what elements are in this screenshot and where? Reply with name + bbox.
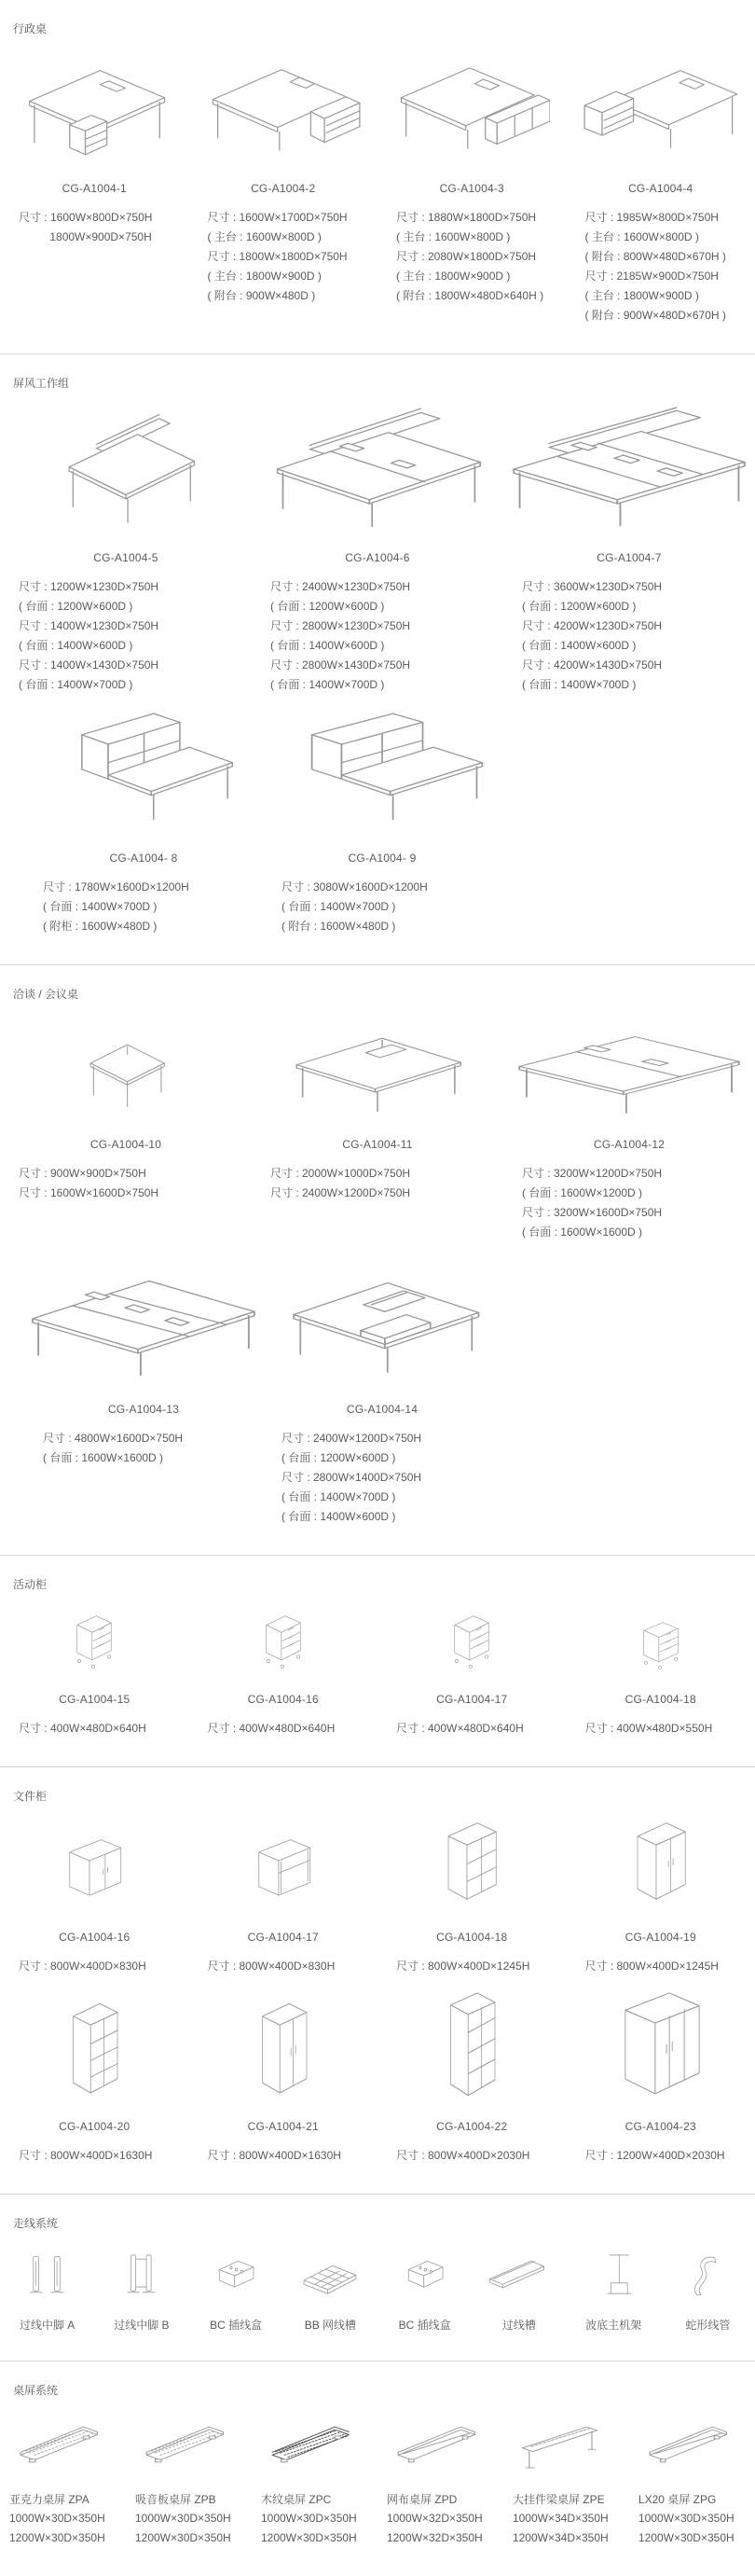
mobile-pedestal-icon [54, 1607, 134, 1676]
spec-line: 1000W×30D×350H [9, 2509, 120, 2528]
product-card [0, 2246, 94, 2333]
cable-tray-drawing [477, 2246, 560, 2306]
product-specs [257, 577, 498, 695]
product-card [567, 1819, 755, 1976]
product-code: CG-A1004-17 [195, 1931, 373, 1944]
panel-beam-drawing [509, 2413, 624, 2476]
product-name: 亚克力桌屏 ZPA [6, 2491, 120, 2507]
mid-cabinet-glass-drawing [383, 1819, 561, 1914]
spec-line: 尺寸 : 400W×480D×550H [585, 1719, 750, 1738]
section-title: 文件柜 [0, 1788, 755, 1804]
product-name: BB 网线槽 [289, 2317, 372, 2333]
product-code: CG-A1004-3 [383, 182, 561, 195]
spec-line: 尺寸 : 800W×400D×1630H [19, 2146, 184, 2166]
product-specs [509, 1164, 749, 1242]
panel-beam-icon [514, 2413, 618, 2476]
conference-table-drawing [257, 1017, 498, 1121]
product-card [378, 1607, 567, 1738]
workstation-hutch-drawing [30, 710, 257, 835]
product-card [0, 1991, 189, 2166]
product-name: 过线中脚 A [6, 2317, 89, 2333]
product-card [189, 51, 378, 325]
spec-line: ( 附台 : 800W×480D×670H ) [585, 247, 750, 267]
spec-line: 尺寸 : 1400W×1230D×750H [19, 616, 246, 636]
cable-leg-b-drawing [100, 2246, 183, 2306]
product-name: LX20 桌屏 ZPG [635, 2491, 749, 2507]
mid-cabinet-doors-icon [614, 1819, 707, 1914]
workstation-double-icon [269, 406, 486, 534]
product-name: 蛇形线管 [666, 2317, 749, 2333]
low-cabinet-open-icon [237, 1834, 330, 1914]
mobile-pedestal-icon [432, 1607, 512, 1676]
spec-line: 尺寸 : 2185W×900D×750H [585, 267, 750, 286]
low-cabinet-open-drawing [195, 1819, 373, 1914]
product-card [283, 2246, 378, 2333]
product-name: 木纹桌屏 ZPC [257, 2491, 372, 2507]
product-card [0, 1819, 189, 1976]
cable-basket-drawing [289, 2246, 372, 2306]
spec-line: 尺寸 : 1400W×1430D×750H [19, 656, 246, 675]
section-screen-workstations [0, 354, 755, 964]
spec-line: 尺寸 : 400W×480D×640H [396, 1719, 561, 1738]
product-specs [6, 1164, 246, 1203]
spec-line: 1200W×30D×350H [638, 2528, 749, 2548]
product-card [263, 1257, 501, 1527]
section-title: 走线系统 [0, 2215, 755, 2231]
desk-with-side-cabinet-drawing [572, 51, 750, 165]
product-name: 波底主机架 [572, 2317, 655, 2333]
spec-line: ( 台面 : 1200W×600D ) [281, 1448, 496, 1468]
panel-fabric-drawing [383, 2413, 498, 2476]
spec-line: ( 台面 : 1600W×1200D ) [522, 1184, 749, 1203]
product-specs [268, 878, 496, 936]
product-code: CG-A1004-10 [6, 1138, 246, 1151]
spec-line: ( 台面 : 1200W×600D ) [522, 597, 749, 616]
product-code: CG-A1004-12 [509, 1138, 749, 1151]
spec-line: 尺寸 : 800W×400D×2030H [396, 2146, 561, 2166]
product-card [24, 710, 263, 936]
product-specs [30, 1429, 257, 1468]
spec-line: ( 台面 : 1400W×700D ) [43, 897, 257, 917]
product-card [252, 1017, 503, 1242]
product-card [503, 2413, 629, 2548]
product-specs [383, 208, 561, 306]
panel-fabric-icon [388, 2413, 492, 2476]
spec-line: ( 台面 : 1400W×700D ) [19, 675, 246, 695]
product-name: BC 插线盒 [195, 2317, 278, 2333]
spec-line: ( 主台 : 1800W×900D ) [585, 286, 750, 306]
section-meeting-tables [0, 965, 755, 1555]
product-code: CG-A1004- 8 [30, 852, 257, 865]
spec-line: 1800W×900D×750H [19, 228, 184, 247]
workstation-triple-icon [511, 406, 748, 534]
product-code: CG-A1004-11 [257, 1138, 498, 1151]
product-row [0, 2246, 755, 2333]
spec-line: 尺寸 : 1200W×400D×2030H [585, 2146, 750, 2166]
section-desk-screens [0, 2361, 755, 2576]
spec-line: 尺寸 : 900W×900D×750H [19, 1164, 246, 1184]
xtall-cabinet-glass-icon [425, 1991, 518, 2103]
product-card [472, 2246, 566, 2333]
product-card [378, 1819, 567, 1976]
product-name: 过线槽 [477, 2317, 560, 2333]
spec-line: ( 台面 : 1400W×600D ) [19, 636, 246, 656]
section-cable-management [0, 2195, 755, 2361]
section-executive-desks [0, 0, 755, 353]
product-card [0, 2413, 126, 2548]
panel-acoustic-icon [136, 2413, 240, 2476]
product-specs [572, 1719, 750, 1738]
product-row [0, 2413, 755, 2548]
spec-line: 尺寸 : 3200W×1200D×750H [522, 1164, 749, 1184]
product-card [94, 2246, 188, 2333]
spec-line: 1200W×30D×350H [261, 2528, 372, 2548]
product-name: 吸音板桌屏 ZPB [131, 2491, 246, 2507]
spec-line: 1000W×32D×350H [387, 2509, 498, 2528]
xtall-cabinet-wide-icon [604, 1991, 718, 2103]
spec-line: 尺寸 : 2400W×1230D×750H [270, 577, 498, 597]
tall-cabinet-doors-drawing [195, 1991, 373, 2103]
product-code: CG-A1004-2 [195, 182, 373, 195]
product-code: CG-A1004-15 [6, 1693, 184, 1706]
product-card [189, 1607, 378, 1738]
spec-line: 尺寸 : 3200W×1600D×750H [522, 1203, 749, 1223]
product-specs [268, 1429, 496, 1527]
spec-line: ( 附台 : 1600W×480D ) [281, 917, 496, 936]
cpu-hanger-icon [578, 2246, 649, 2306]
product-specs [6, 208, 184, 247]
cable-basket-icon [295, 2246, 365, 2306]
spec-line: 尺寸 : 400W×480D×640H [19, 1719, 184, 1738]
product-specs [257, 2509, 372, 2548]
xtall-cabinet-glass-drawing [383, 1991, 561, 2103]
product-card [0, 51, 189, 325]
section-title: 行政桌 [0, 21, 755, 36]
l-shaped-desk-drawing [195, 51, 373, 165]
socket-box-2-icon [390, 2246, 460, 2306]
product-card [24, 1257, 263, 1527]
product-specs [195, 208, 373, 306]
product-row [0, 1017, 755, 1242]
product-specs [383, 1957, 561, 1976]
product-card [189, 1819, 378, 1976]
square-table-icon [64, 1017, 187, 1121]
section-file-cabinets [0, 1767, 755, 2194]
workstation-single-drawing [6, 406, 246, 534]
panel-lx20-icon [639, 2413, 744, 2476]
product-code: CG-A1004-7 [509, 551, 749, 564]
spec-line: 尺寸 : 3080W×1600D×1200H [281, 878, 496, 897]
product-code: CG-A1004-16 [6, 1931, 184, 1944]
socket-box-drawing [195, 2246, 278, 2306]
flex-tube-drawing [666, 2246, 749, 2306]
spec-line: 尺寸 : 2400W×1200D×750H [281, 1429, 496, 1448]
panel-mesh-icon [262, 2413, 366, 2476]
product-code: CG-A1004-23 [572, 2120, 750, 2133]
product-card [567, 2246, 661, 2333]
section-title: 桌屏系统 [0, 2382, 755, 2398]
low-cabinet-doors-icon [48, 1834, 141, 1914]
mid-cabinet-glass-icon [425, 1819, 518, 1914]
product-code: CG-A1004-18 [383, 1931, 561, 1944]
long-conference-table-drawing [509, 1017, 749, 1121]
product-code: CG-A1004-21 [195, 2120, 373, 2133]
product-card [0, 1017, 252, 1242]
product-row [0, 1991, 755, 2166]
spec-line: 尺寸 : 800W×400D×830H [19, 1957, 184, 1976]
product-card [0, 406, 252, 695]
conference-table-icon [282, 1017, 473, 1121]
mobile-pedestal-icon [243, 1607, 323, 1676]
product-specs [6, 2509, 120, 2548]
conference-table-tray-drawing [268, 1257, 496, 1386]
spec-line: 尺寸 : 1985W×800D×750H [585, 208, 750, 228]
product-code: CG-A1004-4 [572, 182, 750, 195]
panel-mesh-drawing [257, 2413, 372, 2476]
product-specs [509, 577, 749, 695]
product-row [0, 1257, 755, 1527]
product-card [567, 1991, 755, 2166]
product-row [0, 406, 755, 695]
product-row [0, 710, 755, 936]
spec-line: ( 附柜 : 1600W×480D ) [43, 917, 257, 936]
product-card [503, 406, 755, 695]
spec-line: 尺寸 : 800W×400D×1245H [585, 1957, 750, 1976]
section-title: 洽谈 / 会议桌 [0, 986, 755, 1002]
socket-box-2-drawing [383, 2246, 466, 2306]
product-card [629, 2413, 755, 2548]
section-title: 屏风工作组 [0, 375, 755, 391]
spec-line: ( 台面 : 1600W×1600D ) [522, 1223, 749, 1242]
spec-line: 1000W×30D×350H [638, 2509, 749, 2528]
product-code: CG-A1004-22 [383, 2120, 561, 2133]
product-name: 大挂件梁桌屏 ZPE [509, 2491, 624, 2507]
product-specs [635, 2509, 749, 2548]
product-card [567, 1607, 755, 1738]
spec-line: 尺寸 : 3600W×1230D×750H [522, 577, 749, 597]
product-code: CG-A1004- 9 [268, 852, 496, 865]
spec-line: 尺寸 : 2000W×1000D×750H [270, 1164, 498, 1184]
spec-line: 1200W×34D×350H [513, 2528, 624, 2548]
section-mobile-pedestals [0, 1556, 755, 1766]
spec-line: 尺寸 : 4800W×1600D×750H [43, 1429, 257, 1448]
product-code: CG-A1004-5 [6, 551, 246, 564]
cable-tray-icon [484, 2246, 555, 2306]
xlong-conference-table-icon [30, 1257, 257, 1386]
cpu-hanger-drawing [572, 2246, 655, 2306]
spec-line: ( 台面 : 1400W×600D ) [522, 636, 749, 656]
product-specs [572, 2146, 750, 2166]
spec-line: 尺寸 : 2400W×1200D×750H [270, 1184, 498, 1203]
mobile-pedestal-drawing [195, 1607, 373, 1676]
spec-line: ( 台面 : 1400W×600D ) [270, 636, 498, 656]
spec-line: 尺寸 : 1780W×1600D×1200H [43, 878, 257, 897]
workstation-single-icon [48, 406, 204, 534]
spec-line: ( 主台 : 1800W×900D ) [396, 267, 561, 286]
product-name: 过线中脚 B [100, 2317, 183, 2333]
product-card [567, 51, 755, 325]
flex-tube-icon [672, 2246, 743, 2306]
xtall-cabinet-wide-drawing [572, 1991, 750, 2103]
product-specs [6, 2146, 184, 2166]
spec-line: 尺寸 : 800W×400D×830H [208, 1957, 373, 1976]
product-card [378, 2413, 503, 2548]
product-specs [6, 1957, 184, 1976]
product-card [189, 2246, 283, 2333]
section-title: 活动柜 [0, 1576, 755, 1592]
product-specs [131, 2509, 246, 2548]
spec-line: ( 台面 : 1200W×600D ) [19, 597, 246, 616]
product-row [0, 1607, 755, 1738]
spec-line: 尺寸 : 800W×400D×1245H [396, 1957, 561, 1976]
product-name: 网布桌屏 ZPD [383, 2491, 498, 2507]
workstation-triple-drawing [509, 406, 749, 534]
spec-line: 尺寸 : 400W×480D×640H [208, 1719, 373, 1738]
spec-line: 1000W×34D×350H [513, 2509, 624, 2528]
spec-line: 尺寸 : 1880W×1800D×750H [396, 208, 561, 228]
product-code: CG-A1004-13 [30, 1403, 257, 1416]
product-card [263, 710, 501, 936]
spec-line: ( 台面 : 1200W×600D ) [270, 597, 498, 616]
xlong-conference-table-drawing [30, 1257, 257, 1386]
spec-line: 尺寸 : 2800W×1400D×750H [281, 1468, 496, 1488]
spec-line: 尺寸 : 800W×400D×1630H [208, 2146, 373, 2166]
spec-line: ( 台面 : 1400W×600D ) [281, 1507, 496, 1527]
product-name: BC 插线盒 [383, 2317, 466, 2333]
cable-leg-a-icon [12, 2246, 83, 2306]
product-specs [383, 1719, 561, 1738]
spec-line: 尺寸 : 2080W×1800D×750H [396, 247, 561, 267]
product-card [126, 2413, 252, 2548]
spec-line: 1200W×30D×350H [135, 2528, 246, 2548]
spec-line: 尺寸 : 1800W×1800D×750H [208, 247, 373, 267]
workstation-hutch-wide-drawing [268, 710, 496, 835]
product-card [252, 406, 503, 695]
workstation-hutch-icon [48, 710, 240, 835]
cable-leg-a-drawing [6, 2246, 89, 2306]
spec-line: 1200W×32D×350H [387, 2528, 498, 2548]
product-code: CG-A1004-19 [572, 1931, 750, 1944]
spec-line: 尺寸 : 4200W×1430D×750H [522, 656, 749, 675]
product-card [378, 2246, 472, 2333]
panel-acoustic-drawing [131, 2413, 246, 2476]
spec-line: 尺寸 : 1200W×1230D×750H [19, 577, 246, 597]
l-shaped-desk-icon [205, 51, 362, 165]
product-code: CG-A1004-16 [195, 1693, 373, 1706]
spec-line: ( 主台 : 1800W×900D ) [208, 267, 373, 286]
tall-cabinet-doors-icon [237, 2001, 330, 2103]
product-specs [383, 2509, 498, 2548]
spec-line: 尺寸 : 1600W×1600D×750H [19, 1184, 246, 1203]
product-card [189, 1991, 378, 2166]
product-card [503, 1017, 755, 1242]
desk-with-side-cabinet-icon [583, 51, 739, 165]
panel-lx20-drawing [635, 2413, 749, 2476]
product-code: CG-A1004-6 [257, 551, 498, 564]
product-code: CG-A1004-1 [6, 182, 184, 195]
panel-acrylic-icon [10, 2413, 115, 2476]
spec-line: ( 台面 : 1400W×700D ) [281, 897, 496, 917]
socket-box-icon [200, 2246, 271, 2306]
square-table-drawing [6, 1017, 246, 1121]
spec-line: 尺寸 : 4200W×1230D×750H [522, 616, 749, 636]
product-card [378, 51, 567, 325]
spec-line: ( 台面 : 1400W×700D ) [522, 675, 749, 695]
spec-line: ( 主台 : 1600W×800D ) [208, 228, 373, 247]
product-specs [195, 2146, 373, 2166]
product-specs [6, 577, 246, 695]
product-specs [30, 878, 257, 936]
mobile-pedestal-drawing [572, 1607, 750, 1676]
spec-line: 尺寸 : 2800W×1430D×750H [270, 656, 498, 675]
spec-line: ( 主台 : 1600W×800D ) [396, 228, 561, 247]
workstation-double-drawing [257, 406, 498, 534]
product-card [661, 2246, 755, 2333]
product-specs [195, 1957, 373, 1976]
cable-leg-b-icon [106, 2246, 177, 2306]
spec-line: 尺寸 : 1600W×1700D×750H [208, 208, 373, 228]
product-specs [6, 1719, 184, 1738]
spec-line: 1000W×30D×350H [261, 2509, 372, 2528]
product-code: CG-A1004-14 [268, 1403, 496, 1416]
product-specs [383, 2146, 561, 2166]
panel-acrylic-drawing [6, 2413, 120, 2476]
long-conference-table-icon [514, 1017, 745, 1121]
l-shaped-desk-with-credenza-icon [393, 51, 550, 165]
spec-line: ( 附台 : 900W×480D ) [208, 286, 373, 306]
spec-line: 尺寸 : 2800W×1230D×750H [270, 616, 498, 636]
product-specs [195, 1719, 373, 1738]
spec-line: 1200W×30D×350H [9, 2528, 120, 2548]
mobile-pedestal-drawing [6, 1607, 184, 1676]
spec-line: ( 附台 : 900W×480D×670H ) [585, 306, 750, 325]
spec-line: ( 台面 : 1400W×700D ) [270, 675, 498, 695]
tall-cabinet-glass-drawing [6, 1991, 184, 2103]
spec-line: ( 台面 : 1600W×1600D ) [43, 1448, 257, 1468]
product-code: CG-A1004-20 [6, 2120, 184, 2133]
desk-with-pedestal-icon [16, 51, 172, 165]
product-specs [257, 1164, 498, 1203]
desk-with-pedestal-drawing [6, 51, 184, 165]
product-card [378, 1991, 567, 2166]
product-code: CG-A1004-18 [572, 1693, 750, 1706]
spec-line: ( 主台 : 1600W×800D ) [585, 228, 750, 247]
product-row [0, 51, 755, 325]
workstation-hutch-wide-icon [274, 710, 490, 835]
product-card [252, 2413, 378, 2548]
spec-line: 1000W×30D×350H [135, 2509, 246, 2528]
product-specs [572, 208, 750, 325]
spec-line: 尺寸 : 1600W×800D×750H [19, 208, 184, 228]
l-shaped-desk-with-credenza-drawing [383, 51, 561, 165]
product-code: CG-A1004-17 [383, 1693, 561, 1706]
mid-cabinet-doors-drawing [572, 1819, 750, 1914]
tall-cabinet-glass-icon [48, 2001, 141, 2103]
product-specs [572, 1957, 750, 1976]
product-row [0, 1819, 755, 1976]
conference-table-tray-icon [275, 1257, 489, 1386]
spec-line: ( 台面 : 1400W×700D ) [281, 1488, 496, 1507]
mobile-pedestal-drawing [383, 1607, 561, 1676]
mobile-pedestal-icon [621, 1614, 701, 1676]
product-specs [509, 2509, 624, 2548]
spec-line: ( 附台 : 1800W×480D×640H ) [396, 286, 561, 306]
low-cabinet-doors-drawing [6, 1819, 184, 1914]
product-card [0, 1607, 189, 1738]
